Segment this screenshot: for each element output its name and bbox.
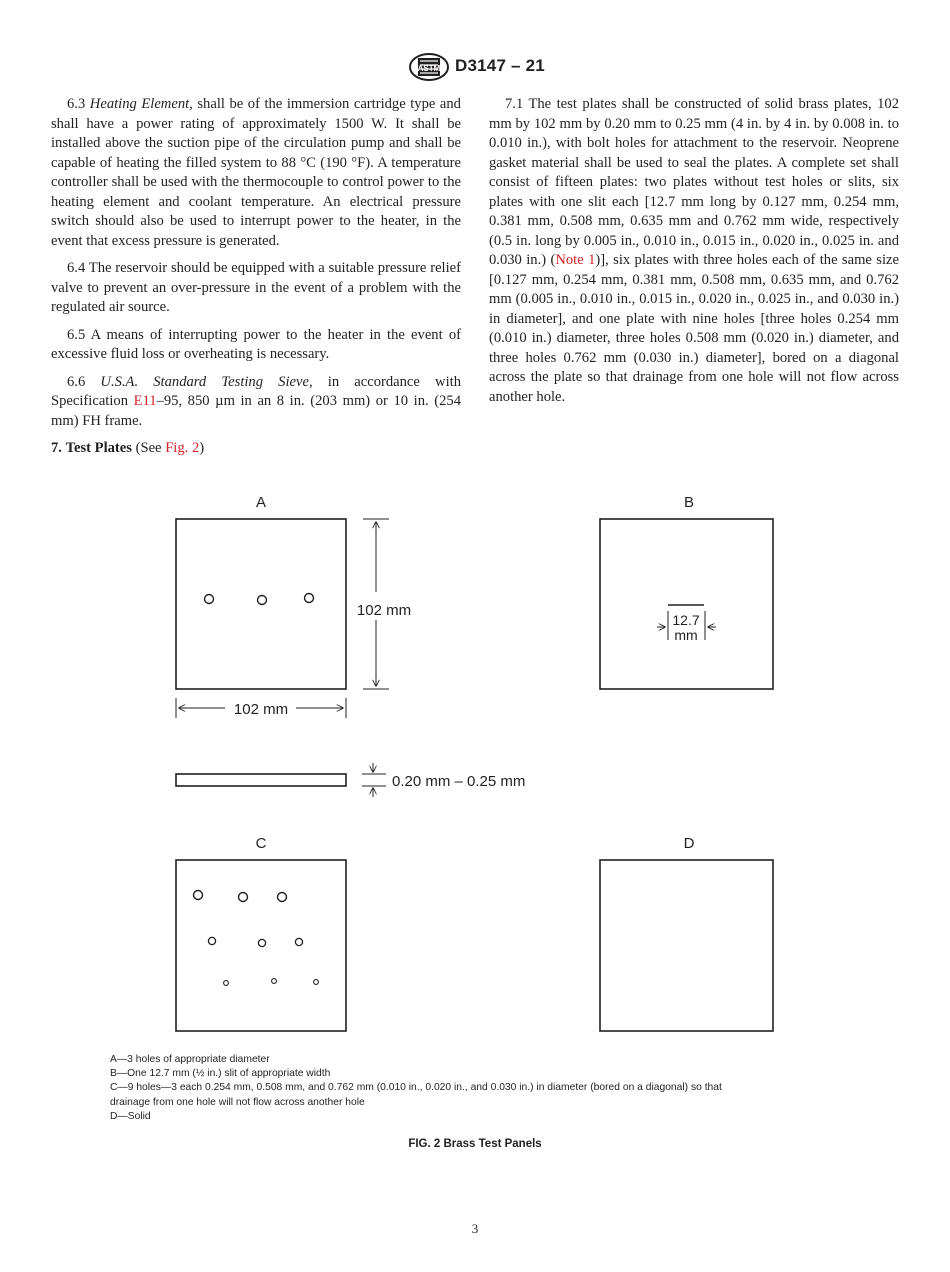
panel-b-label: B	[683, 494, 695, 511]
width-dimension-label: 102 mm	[233, 701, 289, 718]
panel-b-plate	[600, 519, 773, 689]
page-number: 3	[471, 1221, 479, 1236]
panel-a-label: A	[255, 494, 267, 511]
paragraph-6-6	[51, 373, 461, 432]
panel-c-hole-large	[278, 893, 287, 902]
section-note: (See	[131, 440, 166, 456]
paragraph-6-3	[51, 95, 461, 251]
paragraph-title: U.S.A. Standard Testing Sieve,	[100, 373, 313, 390]
panel-c-hole-large	[239, 893, 248, 902]
paragraph-number: 6.6	[67, 373, 86, 390]
paragraph-text: )], six plates with three holes each of the same size [0.127 mm, 0.254 mm, 0.381 mm, 0.508 mm, 0.635 mm, and 0.762 mm (0.005 in., 0.010 in., 0.015 in., 0.020 in., 0.025 in., and 0.030 in.) in diameter], and one plate with nine holes [three holes 0.254 mm (0.010 in.) diameter, three holes 0.508 mm (0.020 in.) diameter, and three holes 0.762 mm (0.030 in.) diameter], bored on a diagonal across the plate so that drainage from one hole will not flow across another hole.	[489, 252, 899, 405]
legend-item: drainage from one hole will not flow across another hole	[110, 1096, 365, 1108]
panel-c-plate	[176, 860, 346, 1031]
panel-a-hole	[305, 594, 314, 603]
slit-dimension-label-line2: mm	[674, 627, 698, 643]
legend-item: D—Solid	[110, 1110, 151, 1122]
paragraph-title: Heating Element,	[89, 96, 193, 112]
paragraph-text: in accordance with Specification	[51, 373, 461, 409]
logo-text: ASTM	[417, 64, 441, 73]
paragraph-7-1	[489, 95, 899, 407]
panel-c-hole-large	[194, 891, 203, 900]
panel-c-hole-medium	[208, 937, 215, 944]
thickness-label: 0.20 mm – 0.25 mm	[392, 773, 526, 790]
note-1-link[interactable]: Note 1	[555, 252, 596, 268]
section-note-close: )	[199, 440, 205, 456]
page-header	[0, 52, 950, 86]
panel-c-hole-small	[314, 980, 319, 985]
section-number: 7.	[51, 440, 62, 456]
figure-2-drawing	[0, 480, 950, 1060]
astm-logo-icon	[408, 52, 450, 82]
paragraph-number: 6.3	[67, 96, 86, 112]
right-column	[489, 95, 899, 415]
panel-c-hole-small	[272, 979, 277, 984]
section-title: Test Plates	[65, 440, 132, 456]
paragraph-6-4: 6.4 The reservoir should be equipped with a suitable pressure relief valve to prevent an over-pressure in the event of a problem with the regulated air source.	[51, 260, 461, 315]
legend-item: A—3 holes of appropriate diameter	[110, 1054, 270, 1065]
paragraph-text: 7.1 The test plates shall be constructed of solid brass plates, 102 mm by 102 mm by 0.20 mm to 0.25 mm (4 in. by 4 in. by 0.008 in. to 0.010 in.), with bolt holes for attachment to the reservoir. Neoprene gasket material shall be used to seal the plates. A complete set shall consist of fifteen plates: two plates without test holes or slits, six plates with one slit each [12.7 mm long by 0.127 mm, 0.254 mm, 0.381 mm, 0.508 mm, 0.635 mm and 0.762 mm wide, respectively (0.5 in. long by 0.005 in., 0.010 in., 0.015 in., 0.020 in., 0.025 in. and 0.030 in.) (	[489, 96, 899, 268]
document-designation: D3147 – 21	[455, 56, 545, 75]
panel-c-hole-small	[224, 981, 229, 986]
panel-a-hole	[205, 595, 214, 604]
figure-caption: FIG. 2 Brass Test Panels	[408, 1138, 542, 1150]
paragraph-text: –95, 850 µm in an 8 in. (203 mm) or 10 in. (254 mm) FH frame.	[51, 393, 461, 429]
panel-c-hole-medium	[258, 939, 265, 946]
legend-item: B—One 12.7 mm (½ in.) slit of appropriate width	[110, 1068, 331, 1080]
panel-a-hole	[258, 596, 267, 605]
spec-e11-link[interactable]: E11	[133, 393, 157, 409]
panel-c-hole-medium	[295, 938, 302, 945]
figure-2	[0, 480, 950, 1060]
paragraph-text: shall be of the immersion cartridge type and shall have a power rating of approximately 1500 W. It shall be installed above the suction pipe of the circulation pump and shall be capable of heating the filled system to 88 °C (190 °F). A temperature controller shall be used with the thermocouple to control power to the heating element and coolant temperature. An electrical pressure switch should also be used to interrupt power to the heater, in the event that excess pressure is generated.	[51, 96, 461, 249]
legend-item: C—9 holes—3 each 0.254 mm, 0.508 mm, and 0.762 mm (0.010 in., 0.020 in., and 0.030 in.) in diameter (bored on a diagonal) so that	[110, 1082, 722, 1094]
section-7-heading	[51, 439, 461, 459]
figure-legend	[110, 1053, 840, 1124]
fig-2-link[interactable]: Fig. 2	[165, 440, 200, 456]
panel-c-label: C	[255, 835, 267, 852]
left-column	[51, 95, 461, 467]
panel-d-label: D	[683, 835, 695, 852]
paragraph-6-5: 6.5 A means of interrupting power to the heater in the event of excessive fluid loss or overheating is necessary.	[51, 326, 461, 362]
slit-dimension-label-line1: 12.7	[672, 612, 700, 628]
height-dimension-label: 102 mm	[356, 602, 412, 619]
panel-d-plate	[600, 860, 773, 1031]
plate-side-view	[176, 774, 346, 786]
